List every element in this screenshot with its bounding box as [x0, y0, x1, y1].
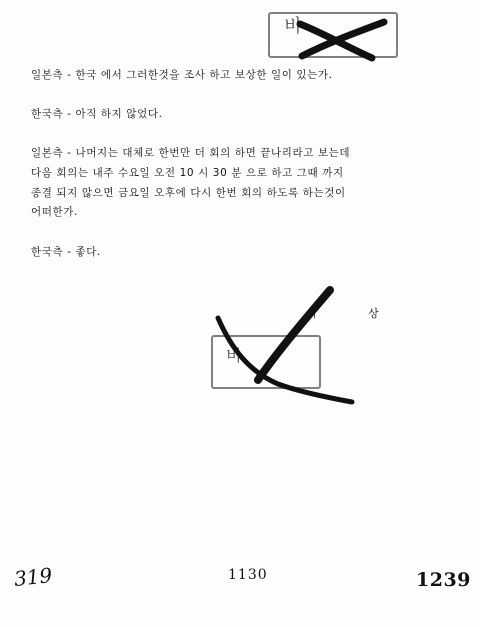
cross-mark-mid-stroke-2: [258, 290, 330, 380]
text-line-6: 어떠한가.: [31, 206, 78, 218]
text-line-3: 일본측 - 나머지는 대체로 한번만 더 회의 하면 끝나리라고 보는데: [31, 147, 351, 159]
text-line-5: 종결 되지 않으면 금요일 오후에 다시 한번 회의 하도록 하는것이: [31, 187, 346, 199]
text-line-4: 다음 회의는 내주 수요일 오전 10 시 30 분 으로 하고 그때 까지: [31, 167, 344, 179]
signature-name: 이 상: [306, 307, 403, 320]
cross-mark-mid-stroke-1: [218, 318, 352, 402]
handwritten-number: 319: [12, 563, 54, 591]
text-line-1: 일본측 - 한국 에서 그러한것을 조사 하고 보상한 일이 있는가.: [31, 69, 333, 81]
text-line-7: 한국측 - 좋다.: [31, 246, 101, 258]
stamp-glyph-top: 비: [284, 16, 302, 37]
page-number: 1130: [228, 567, 268, 583]
text-line-2: 한국측 - 아직 하지 않었다.: [31, 108, 163, 120]
stamp-glyph-middle: 비: [226, 346, 242, 365]
stamped-number: 1239: [416, 569, 471, 591]
